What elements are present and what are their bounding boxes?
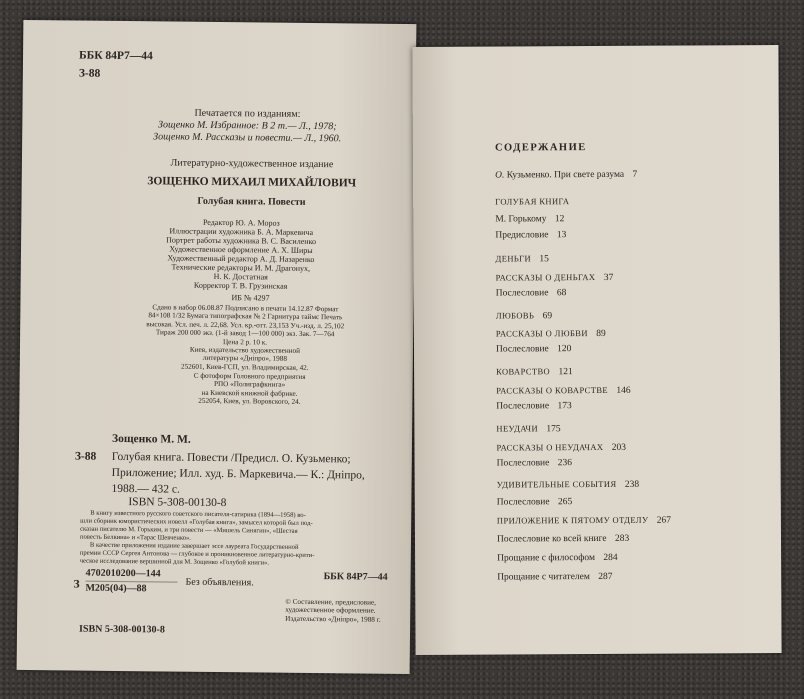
printed-by-title: Печатается по изданиям:: [194, 107, 301, 120]
imprint-line: Цена 2 р. 10 к.: [222, 337, 268, 347]
toc-entry: [496, 328, 606, 340]
imprint-line: литературы «Днiпро», 1988: [202, 354, 287, 364]
toc-entry-page: 12: [552, 214, 565, 225]
toc-entry-title: Послесловие ко всей книге: [496, 533, 607, 545]
annotation-block: [80, 510, 315, 568]
toc-entry: [496, 442, 626, 454]
fraction-denominator: М205(04)—88: [85, 582, 147, 595]
toc-entry-page: 238: [622, 479, 640, 490]
annotation-line: повесть Белкина» и «Тарас Шевченко».: [79, 533, 192, 542]
annotation-line: В качестве приложения издание завершает эссе лауреата Государственной: [89, 541, 299, 551]
toc-entry-title: КОВАРСТВО: [496, 366, 551, 377]
toc-entry: [497, 497, 572, 507]
toc-entry: [497, 515, 671, 527]
toc-entry-page: 203: [609, 442, 627, 453]
toc-entry-title: О. Кузьменко. При свете разума: [495, 169, 625, 181]
credit-line: Редактор Ю. А. Мороз: [202, 217, 280, 228]
bbk-code-top: ББК 84Р7—44: [78, 49, 153, 63]
toc-entry-title: УДИВИТЕЛЬНЫЕ СОБЫТИЯ: [496, 478, 617, 490]
imprint-line: 84×108 1/32 Бумага типографская № 2 Гарнитура таймс Печать: [148, 311, 343, 322]
imprint-line: Киев, издательство художественной: [189, 345, 301, 355]
fraction-prefix: З: [73, 578, 80, 591]
toc-entry: [495, 230, 566, 240]
toc-entry-title: ДЕНЬГИ: [495, 253, 532, 264]
toc-entry-page: 7: [630, 169, 638, 180]
toc-entry-page: 236: [555, 458, 573, 469]
toc-entry-title: ПРИЛОЖЕНИЕ К ПЯТОМУ ОТДЕЛУ: [496, 514, 649, 526]
toc-entry: [496, 423, 560, 434]
toc-entry-title: РАССКАЗЫ О НЕУДАЧАХ: [496, 441, 604, 453]
credit-line: Технические редакторы И. М. Драгонух,: [171, 262, 311, 273]
toc-entry: [497, 572, 612, 583]
credit-line: Иллюстрации художника Б. А. Маркевича: [169, 226, 314, 238]
toc-entry-title: РАССКАЗЫ О КОВАРСТВЕ: [496, 384, 609, 396]
credit-line: Корректор Т. В. Грузинская: [193, 280, 288, 291]
toc-entry-page: 68: [554, 288, 567, 299]
print-house-line: С фотоформ Головного предприятия: [193, 371, 306, 381]
catalog-line: 1988.— 432 с.: [111, 482, 180, 496]
toc-entry-page: 15: [536, 254, 549, 265]
toc-entry: [496, 310, 552, 321]
toc-entry-title: Послесловие: [495, 288, 549, 299]
catalog-author: Зощенко М. М.: [111, 432, 191, 446]
toc-entry-page: 69: [540, 311, 553, 322]
annotation-line: В книгу известного русского советского писателя-сатирика (1894—1958) во-: [90, 509, 306, 519]
toc-entry: [497, 534, 629, 545]
credit-line: Н. К. Достатная: [213, 271, 268, 282]
credits-block: [91, 217, 392, 292]
print-house-line: РПО «Полиграфкнига»: [213, 380, 286, 390]
imprint-line: Тираж 200 000 экз. (1-й завод 1—100 000) экз. Зак. 7—764: [155, 328, 335, 339]
toc-entry-title: РАССКАЗЫ О ЛЮБВИ: [495, 328, 588, 339]
isbn-main: ISBN 5-308-00130-8: [128, 496, 227, 510]
catalog-line: Голубая книга. Повести /Предисл. О. Кузьменко;: [111, 450, 351, 466]
annotation-line: шли сборник юмористических новелл «Голубая книга», замысел которой был под-: [80, 517, 313, 528]
print-house-block: [99, 371, 399, 408]
edition-type: Литературно-художественное издание: [170, 157, 334, 171]
print-house-line: на Киевской книжной фабрике.: [201, 388, 298, 398]
toc-entry-page: 146: [613, 385, 631, 396]
toc-entry-page: 121: [556, 367, 573, 378]
left-page: [17, 20, 417, 674]
toc-entry: [497, 553, 618, 564]
toc-entry: [496, 288, 567, 298]
toc-entry-page: 120: [554, 344, 572, 355]
toc-entry-page: 37: [601, 272, 614, 283]
printed-by-block: [122, 107, 372, 146]
copyright-line: художественное оформление.: [285, 606, 376, 616]
annotation-line: сказан писателю М. Горьким, и три повести — «Мишель Синягин», «Шестая: [80, 525, 298, 535]
toc-entry: [496, 401, 571, 411]
fraction-numerator: 4702010200—144: [85, 567, 161, 580]
right-page: [412, 45, 781, 655]
toc-entry-title: Послесловие: [496, 401, 550, 412]
printed-by-line1: Зощенко М. Избранное: В 2 т.— Л., 1978;: [157, 119, 337, 133]
toc-entry-title: НЕУДАЧИ: [496, 423, 539, 434]
toc-entry-title: Прощание с читателем: [497, 572, 590, 583]
toc-entry-page: 287: [595, 571, 613, 583]
toc-entry-title: РАССКАЗЫ О ДЕНЬГАХ: [495, 272, 596, 283]
credit-line: Художественное оформление А. Х. Ширы: [169, 244, 313, 256]
toc-entry: [495, 253, 548, 264]
no-ad-note: Без объявления.: [185, 576, 254, 589]
toc-entry-title: Послесловие: [496, 458, 550, 469]
toc-entry: [497, 479, 639, 491]
toc-entry-page: 173: [555, 401, 572, 412]
ib-number: ИБ № 4297: [231, 293, 270, 303]
toc-entry: [496, 385, 630, 397]
imprint-line: Сдано в набор 06.08.87 Подписано в печати 14.12.87 Формат: [152, 303, 339, 314]
bbk-code-bottom: ББК 84Р7—44: [323, 571, 388, 583]
toc-entry: [497, 458, 572, 468]
isbn-bottom: ISBN 5-308-00130-8: [78, 623, 165, 636]
print-house-line: 252054, Киев, ул. Воровского, 24.: [198, 397, 301, 407]
toc-entry-title: ЛЮБОВЬ: [495, 310, 535, 321]
toc-entry: [496, 272, 614, 284]
copyright-block: [285, 598, 381, 624]
catalog-code: З-88: [74, 450, 97, 463]
toc-entry-page: 283: [612, 533, 630, 544]
imprint-block: [80, 303, 411, 374]
annotation-line: ческое исследование вершинной для М. Зощенко «Голубой книги».: [79, 557, 270, 567]
toc-entry-page: 13: [554, 230, 567, 241]
copyright-line: Издательство «Днiпро», 1988 г.: [285, 614, 381, 624]
toc-entry-page: 267: [654, 515, 672, 526]
toc-entry-title: Послесловие: [495, 344, 549, 355]
credit-line: Портрет работы художника В. С. Василенко: [166, 235, 317, 247]
toc-entry-title: Предисловие: [495, 230, 549, 241]
author-name: ЗОЩЕНКО МИХАИЛ МИХАЙЛОВИЧ: [147, 175, 357, 190]
toc-entry: [496, 366, 573, 377]
toc-entry-page: 175: [543, 424, 561, 435]
toc-entry: [495, 214, 564, 224]
catalog-code-top: З-88: [78, 67, 101, 80]
imprint-line: 252601, Киев-ГСП, ул. Владимирская, 42.: [180, 362, 309, 372]
catalog-description: [111, 449, 365, 500]
credit-line: Художественный редактор А. Д. Назаренко: [167, 253, 315, 265]
toc-entry-page: 89: [593, 328, 606, 340]
imprint-line: высокая. Усл. печ. л. 22,68. Усл. кр.-отт. 23,153 Уч.-изд. л. 25,102: [146, 320, 345, 331]
toc-entry: [496, 344, 571, 354]
annotation-line: премии СССР Сергея Антонова — глубокое и проникновенное литературно-крити-: [79, 549, 315, 560]
toc-entry-title: Прощание с философом: [497, 553, 596, 564]
printed-by-line2: Зощенко М. Рассказы и повести.— Л., 1960.: [153, 131, 342, 145]
toc-entry: [495, 170, 637, 181]
toc-entry-page: 284: [600, 552, 618, 563]
toc-entry: [495, 196, 569, 207]
catalog-line: Приложение; Илл. худ. Б. Маркевича.— К.: Днiпро,: [111, 466, 365, 482]
toc-entry-title: ГОЛУБАЯ КНИГА: [495, 196, 570, 207]
copyright-line: © Составление, предисловие,: [285, 597, 376, 607]
toc-entry-title: Послесловие: [496, 497, 550, 508]
book-title: Голубая книга. Повести: [197, 195, 306, 208]
toc-entry-title: М. Горькому: [495, 214, 547, 225]
contents-heading: СОДЕРЖАНИЕ: [494, 142, 587, 154]
toc-entry-page: 265: [555, 497, 573, 508]
